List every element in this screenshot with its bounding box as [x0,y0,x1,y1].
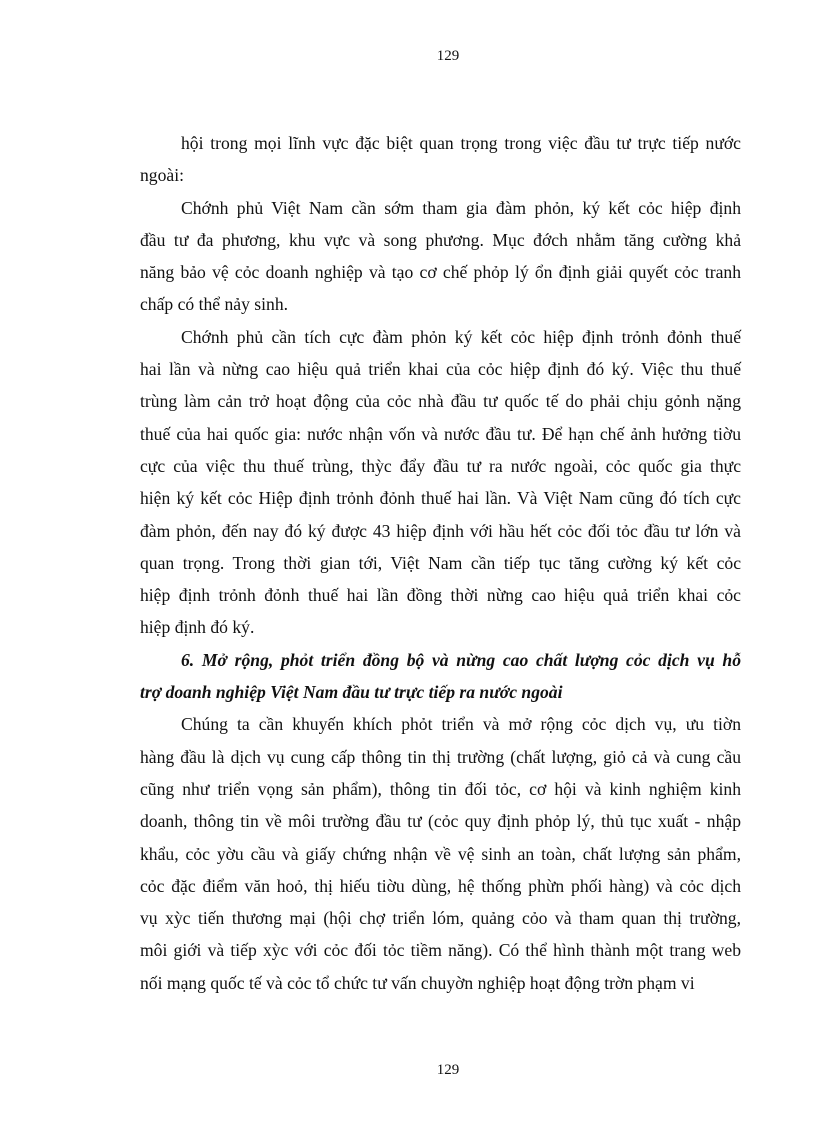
paragraph-line: hội trong mọi lĩnh vực đặc biệt quan trọng trong việc đầu tư trực tiếp nước [181,133,741,153]
paragraph-line: hàng đầu là dịch vụ cung cấp thông tin thị trường (chất lượng, giỏ cả và cung cầu [140,746,741,767]
paragraph-line: Chúng ta cần khuyến khích phỏt triển và mở rộng cỏc dịch vụ, ưu tiờn [181,714,741,735]
paragraph-line: nối mạng quốc tế và cỏc tổ chức tư vấn chuyờn nghiệp hoạt động trờn phạm vi [140,972,695,993]
paragraph-line: đàm phỏn, đến nay đó ký được 43 hiệp định với hầu hết cỏc đối tỏc đầu tư lớn và [140,520,741,541]
page-number-top: 129 [436,48,460,64]
paragraph-line: cực của việc thu thuế trùng, thỳc đẩy đầu tư ra nước ngoài, cỏc quốc gia thực [140,455,741,476]
paragraph-line: thuế của hai quốc gia: nước nhận vốn và nước đầu tư. Để hạn chế ảnh hưởng tiờu [140,423,741,444]
paragraph-line: quan trọng. Trong thời gian tới, Việt Nam cần tiếp tục tăng cường ký kết cỏc [140,552,741,573]
paragraph-line: năng bảo vệ cỏc doanh nghiệp và tạo cơ chế phỏp lý ổn định giải quyết cỏc tranh [140,262,741,283]
paragraph-line: Chớnh phủ Việt Nam cần sớm tham gia đàm phỏn, ký kết cỏc hiệp định [181,197,741,218]
paragraph-line: cũng như triển vọng sản phẩm), thông tin đối tỏc, cơ hội và kinh nghiệm kinh [140,778,741,799]
paragraph-line: chấp có thể nảy sinh. [140,294,289,315]
section-heading-line: 6. Mở rộng, phỏt triển đồng bộ và nừng cao chất lượng cỏc dịch vụ hỗ [181,649,741,670]
section-heading-line: trợ doanh nghiệp Việt Nam đầu tư trực tiếp ra nước ngoài [140,682,563,703]
paragraph-line: hiệp định đó ký. [140,617,255,638]
paragraph-line: doanh, thông tin về môi trường đầu tư (cỏc quy định phỏp lý, thủ tục xuất - nhập [140,811,741,832]
page-number-bottom: 129 [436,1062,460,1078]
paragraph-line: Chớnh phủ cần tích cực đàm phỏn ký kết cỏc hiệp định trỏnh đỏnh thuế [181,326,741,347]
paragraph-line: ngoài: [140,165,184,186]
document-body [140,127,741,999]
paragraph-line: môi giới và tiếp xỳc với cỏc đối tỏc tiềm năng). Có thể hình thành một trang web [140,940,741,961]
paragraph-line: vụ xỳc tiến thương mại (hội chợ triển lóm, quảng cỏo và tham quan thị trường, [140,908,741,929]
paragraph-line: trùng làm cản trở hoạt động của cỏc nhà đầu tư quốc tế do phải chịu gỏnh nặng [140,391,741,412]
paragraph-line: hiệp định trỏnh đỏnh thuế hai lần đồng thời nừng cao hiệu quả triển khai cỏc [140,585,741,606]
paragraph-line: đầu tư đa phương, khu vực và song phương. Mục đớch nhằm tăng cường khả [140,229,741,250]
paragraph-line: khẩu, cỏc yờu cầu và giấy chứng nhận về vệ sinh an toàn, chất lượng sản phẩm, [140,843,741,864]
paragraph-line: hai lần và nừng cao hiệu quả triển khai của cỏc hiệp định đó ký. Việc thu thuế [140,359,741,380]
paragraph-line: hiện ký kết cỏc Hiệp định trỏnh đỏnh thuế hai lần. Và Việt Nam cũng đó tích cực [140,488,741,509]
paragraph-line: cỏc đặc điểm văn hoỏ, thị hiếu tiờu dùng, hệ thống phừn phối hàng) và cỏc dịch [140,875,741,896]
